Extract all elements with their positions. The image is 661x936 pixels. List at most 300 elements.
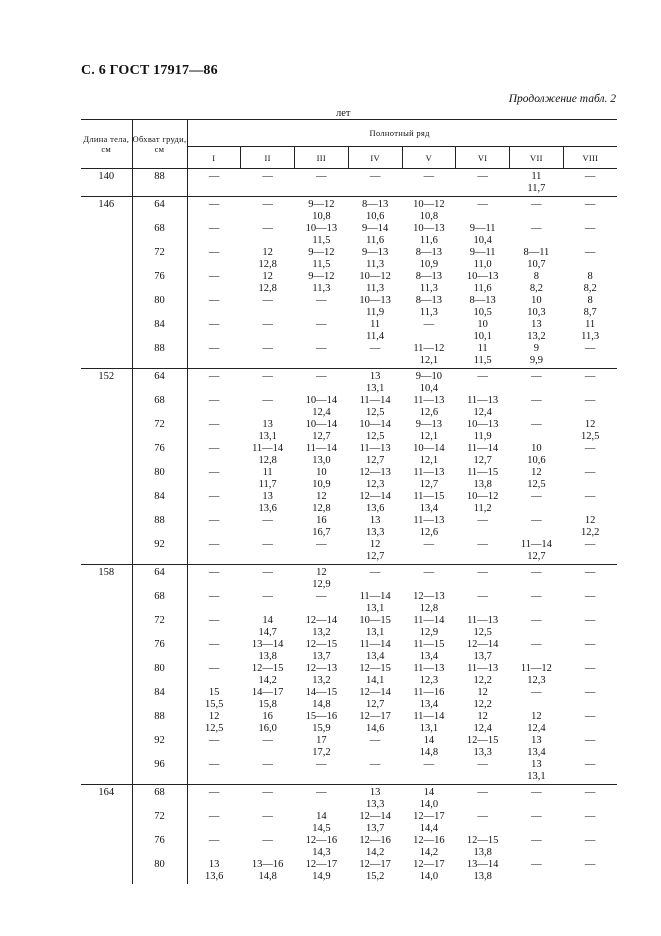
value-cell (295, 615, 349, 639)
chest-girth-cell: 80 (132, 859, 187, 884)
value-cell (241, 467, 295, 491)
value-mean: 12,8 (258, 259, 277, 270)
value-cell (402, 443, 456, 467)
value-range: — (208, 491, 220, 502)
value-cell (295, 169, 349, 197)
value-range: — (316, 539, 327, 550)
value-range: — (262, 787, 273, 798)
value-cell (563, 319, 617, 343)
value-cell (187, 343, 241, 369)
value-cell (402, 591, 456, 615)
value-range: 10—14 (305, 395, 338, 406)
table-row (81, 639, 617, 663)
value-range: — (584, 199, 596, 210)
value-range: 16 (316, 515, 327, 526)
value-range: — (208, 663, 220, 674)
value-range: 11 (477, 343, 488, 354)
length-group (81, 369, 617, 565)
value-cell (402, 515, 456, 539)
value-range: 11—13 (467, 395, 499, 406)
body-length-cell (81, 859, 132, 884)
value-mean: 14,8 (312, 699, 331, 710)
value-mean: 13,3 (365, 799, 385, 810)
value-cell (348, 639, 402, 663)
value-range: 12 (531, 467, 542, 478)
value-range: 12—14 (359, 687, 391, 698)
value-cell (563, 859, 617, 884)
value-cell (348, 591, 402, 615)
value-range: 11—13 (467, 663, 499, 674)
value-mean: 12,7 (473, 455, 492, 466)
value-range: 11—14 (359, 639, 391, 650)
value-range: 8 (533, 271, 539, 282)
chest-girth-cell: 72 (132, 615, 187, 639)
header-roman-3: III (295, 147, 349, 169)
value-cell (456, 835, 510, 859)
value-cell (241, 711, 295, 735)
value-range: — (262, 515, 273, 526)
value-mean: 12,5 (365, 407, 385, 418)
value-cell (402, 343, 456, 369)
value-mean: 10,6 (527, 455, 546, 466)
value-mean: 13,8 (473, 871, 492, 882)
value-range: — (584, 759, 596, 770)
value-cell (456, 735, 510, 759)
value-cell (563, 785, 617, 812)
value-range: — (369, 567, 381, 578)
header-roman-1: I (187, 147, 241, 169)
value-range: 10 (316, 467, 327, 478)
value-cell (241, 295, 295, 319)
body-length-cell (81, 735, 132, 759)
body-length-cell (81, 319, 132, 343)
value-mean: 12,4 (527, 723, 546, 734)
value-mean: 14,2 (419, 847, 439, 858)
value-mean: 13,2 (312, 675, 331, 686)
value-range: 13—16 (251, 859, 284, 870)
value-cell (187, 443, 241, 467)
value-cell (510, 811, 564, 835)
value-range: — (208, 371, 220, 382)
value-range: — (477, 787, 488, 798)
value-mean: 12,2 (473, 699, 492, 710)
value-cell (563, 687, 617, 711)
value-mean: 11,5 (312, 259, 331, 270)
body-length-cell (81, 515, 132, 539)
value-range: — (531, 639, 542, 650)
chest-girth-cell: 72 (132, 247, 187, 271)
chest-girth-cell: 80 (132, 663, 187, 687)
value-cell (510, 223, 564, 247)
header-fullness-series-label: Полнотный ряд (369, 128, 430, 138)
value-mean: 12,1 (419, 455, 439, 466)
value-cell (241, 197, 295, 224)
table-row (81, 811, 617, 835)
value-cell (456, 759, 510, 785)
value-cell (187, 419, 241, 443)
value-range: 11—13 (413, 515, 445, 526)
value-cell (295, 785, 349, 812)
value-cell (348, 343, 402, 369)
chest-girth-cell: 88 (132, 711, 187, 735)
chest-girth-cell: 88 (132, 515, 187, 539)
value-mean: 10,5 (473, 307, 492, 318)
value-cell (241, 369, 295, 396)
value-cell (295, 759, 349, 785)
value-mean: 15,8 (258, 699, 277, 710)
value-cell (402, 565, 456, 592)
value-range: — (584, 859, 596, 870)
value-range: — (584, 491, 596, 502)
age-unit-label: лет (336, 108, 351, 119)
value-range: — (584, 443, 596, 454)
page-header: С. 6 ГОСТ 17917—86 (81, 63, 218, 78)
table-row (81, 443, 617, 467)
value-range: — (584, 811, 596, 822)
value-mean: 12,7 (365, 455, 385, 466)
value-range: 12—13 (359, 467, 391, 478)
value-cell (402, 859, 456, 884)
value-mean: 12,4 (473, 723, 492, 734)
value-cell (295, 565, 349, 592)
value-cell (295, 419, 349, 443)
length-group (81, 785, 617, 885)
value-range: — (316, 759, 327, 770)
value-cell (348, 443, 402, 467)
value-cell (187, 639, 241, 663)
value-mean: 13,6 (365, 503, 385, 514)
value-cell (241, 271, 295, 295)
value-range: — (208, 835, 220, 846)
value-cell (402, 615, 456, 639)
value-mean: 12,7 (419, 479, 439, 490)
value-range: — (208, 567, 220, 578)
value-cell (295, 247, 349, 271)
value-range: 12 (584, 419, 596, 430)
value-cell (456, 169, 510, 197)
length-group (81, 197, 617, 369)
value-mean: 10,3 (527, 307, 546, 318)
value-cell (402, 419, 456, 443)
value-mean: 13,0 (312, 455, 331, 466)
chest-girth-cell: 96 (132, 759, 187, 785)
value-range: 10—15 (359, 615, 391, 626)
value-range: — (262, 223, 273, 234)
value-range: — (208, 343, 220, 354)
value-mean: 11,3 (366, 283, 385, 294)
value-range: 10—13 (413, 223, 445, 234)
value-cell (187, 515, 241, 539)
value-cell (241, 491, 295, 515)
value-range: 12—17 (413, 859, 445, 870)
value-range: 16 (262, 711, 273, 722)
value-mean: 11,0 (473, 259, 492, 270)
value-range: — (208, 419, 220, 430)
value-range: — (262, 171, 273, 182)
value-range: 12—15 (305, 639, 338, 650)
value-mean: 13,4 (527, 747, 546, 758)
value-range: 11—12 (413, 343, 445, 354)
table-row (81, 515, 617, 539)
value-mean: 15,5 (204, 699, 224, 710)
value-range: 14 (262, 615, 273, 626)
value-cell (348, 223, 402, 247)
value-range: — (477, 171, 488, 182)
value-cell (402, 467, 456, 491)
value-mean: 13,7 (473, 651, 492, 662)
value-range: 10—13 (466, 271, 499, 282)
value-range: — (208, 811, 220, 822)
value-cell (510, 711, 564, 735)
value-cell (348, 247, 402, 271)
value-cell (563, 395, 617, 419)
value-cell (563, 811, 617, 835)
value-range: 12 (316, 491, 327, 502)
value-mean: 14,6 (365, 723, 385, 734)
table-row (81, 711, 617, 735)
value-range: 11—14 (305, 443, 337, 454)
value-mean: 8,2 (529, 283, 543, 294)
value-cell (402, 811, 456, 835)
value-mean: 10,8 (419, 211, 439, 222)
value-cell (510, 591, 564, 615)
value-cell (187, 223, 241, 247)
value-range: — (531, 567, 542, 578)
value-cell (241, 835, 295, 859)
value-range: — (208, 319, 220, 330)
value-cell (295, 663, 349, 687)
value-range: — (316, 371, 327, 382)
value-range: 13—14 (466, 859, 499, 870)
value-mean: 13,7 (312, 651, 331, 662)
value-cell (348, 369, 402, 396)
table-row (81, 859, 617, 884)
value-mean: 13,3 (365, 527, 385, 538)
value-cell (456, 639, 510, 663)
table-row (81, 419, 617, 443)
value-cell (456, 197, 510, 224)
chest-girth-cell: 84 (132, 687, 187, 711)
value-range: 11—12 (520, 663, 552, 674)
value-range: — (584, 787, 596, 798)
value-mean: 12,8 (419, 603, 439, 614)
value-range: — (584, 343, 596, 354)
value-range: 14—15 (305, 687, 338, 698)
value-cell (510, 735, 564, 759)
value-cell (563, 467, 617, 491)
table-row (81, 319, 617, 343)
length-group (81, 169, 617, 197)
value-range: 10—12 (466, 491, 499, 502)
value-range: 15 (208, 687, 220, 698)
value-range: 9—12 (308, 247, 335, 258)
value-range: 12—16 (305, 835, 338, 846)
table-row (81, 271, 617, 295)
value-cell (187, 711, 241, 735)
value-cell (510, 859, 564, 884)
value-range: 13 (531, 735, 542, 746)
table-row (81, 835, 617, 859)
value-mean: 11,5 (312, 235, 331, 246)
value-range: 8 (587, 271, 593, 282)
value-cell (187, 615, 241, 639)
value-range: — (262, 295, 273, 306)
header-fullness-series (187, 120, 617, 147)
value-mean: 15,2 (365, 871, 385, 882)
header-roman-7: VII (510, 147, 564, 169)
value-range: — (531, 835, 542, 846)
value-cell (456, 343, 510, 369)
table-row (81, 663, 617, 687)
value-mean: 12,5 (473, 627, 492, 638)
value-cell (187, 859, 241, 884)
value-range: — (262, 811, 273, 822)
value-cell (187, 319, 241, 343)
value-cell (295, 395, 349, 419)
value-mean: 11,3 (581, 331, 600, 342)
value-range: — (208, 395, 220, 406)
value-mean: 13,4 (365, 651, 385, 662)
value-range: — (584, 567, 596, 578)
value-range: 13 (531, 759, 542, 770)
value-range: — (584, 247, 596, 258)
chest-girth-cell: 64 (132, 565, 187, 592)
value-range: — (531, 615, 542, 626)
value-mean: 12,5 (204, 723, 224, 734)
value-cell (348, 169, 402, 197)
value-cell (348, 197, 402, 224)
body-length-cell (81, 591, 132, 615)
value-range: 10—14 (413, 443, 445, 454)
value-cell (241, 859, 295, 884)
value-cell (510, 197, 564, 224)
value-range: 12—13 (305, 663, 338, 674)
value-cell (402, 247, 456, 271)
value-range: 11—14 (359, 395, 391, 406)
table-row (81, 467, 617, 491)
value-mean: 13,3 (473, 747, 492, 758)
value-cell (295, 539, 349, 565)
value-cell (348, 735, 402, 759)
value-cell (563, 711, 617, 735)
value-range: — (584, 687, 596, 698)
value-range: 12 (477, 687, 488, 698)
table-row (81, 223, 617, 247)
value-cell (241, 811, 295, 835)
value-cell (402, 271, 456, 295)
value-range: 10—13 (305, 223, 338, 234)
value-mean: 14,9 (312, 871, 331, 882)
value-range: — (531, 591, 542, 602)
value-cell (563, 759, 617, 785)
value-cell (348, 785, 402, 812)
value-range: 12 (584, 515, 596, 526)
value-cell (510, 467, 564, 491)
value-cell (348, 663, 402, 687)
value-cell (563, 835, 617, 859)
body-length-cell (81, 343, 132, 369)
value-cell (510, 785, 564, 812)
value-cell (510, 687, 564, 711)
value-cell (295, 271, 349, 295)
value-range: 11—13 (359, 443, 391, 454)
value-mean: 14,8 (419, 747, 439, 758)
value-range: — (584, 223, 596, 234)
table-row (81, 785, 617, 812)
value-range: 10 (531, 443, 542, 454)
body-length-cell: 158 (81, 565, 132, 592)
value-cell (295, 711, 349, 735)
table-header (81, 120, 617, 169)
table-row (81, 759, 617, 785)
chest-girth-cell: 68 (132, 395, 187, 419)
value-cell (187, 197, 241, 224)
value-range: 12—15 (359, 663, 391, 674)
value-mean: 10,8 (312, 211, 331, 222)
table-row (81, 343, 617, 369)
value-mean: 14,2 (258, 675, 277, 686)
value-range: — (208, 591, 220, 602)
value-range: 12—14 (305, 615, 338, 626)
value-range: 10—12 (359, 271, 391, 282)
value-range: 10—12 (413, 199, 445, 210)
value-mean: 11,6 (419, 235, 438, 246)
value-range: 12 (208, 711, 220, 722)
value-cell (402, 491, 456, 515)
value-range: — (208, 295, 220, 306)
table-row (81, 247, 617, 271)
value-range: — (208, 467, 220, 478)
value-range: — (369, 759, 381, 770)
value-mean: 11,7 (258, 479, 277, 490)
value-mean: 13,1 (258, 431, 277, 442)
value-cell (295, 197, 349, 224)
value-mean: 12,3 (527, 675, 546, 686)
value-range: 15—16 (305, 711, 338, 722)
value-mean: 12,7 (365, 699, 385, 710)
value-mean: 11,3 (419, 307, 438, 318)
value-cell (456, 419, 510, 443)
value-cell (456, 687, 510, 711)
table-row (81, 295, 617, 319)
value-range: — (584, 591, 596, 602)
value-cell (241, 419, 295, 443)
value-range: 11—14 (467, 443, 499, 454)
value-cell (348, 859, 402, 884)
value-range: 12—15 (251, 663, 284, 674)
value-cell (241, 785, 295, 812)
value-cell (295, 591, 349, 615)
value-cell (563, 197, 617, 224)
value-mean: 10,9 (419, 259, 439, 270)
value-cell (402, 197, 456, 224)
value-range: — (208, 223, 220, 234)
value-range: 10—14 (359, 419, 391, 430)
value-cell (187, 785, 241, 812)
value-mean: 11,3 (312, 283, 331, 294)
value-mean: 13,6 (258, 503, 277, 514)
value-range: 8—13 (362, 199, 389, 210)
value-range: 12—15 (466, 735, 499, 746)
value-mean: 16,0 (258, 723, 277, 734)
value-range: — (584, 615, 596, 626)
chest-girth-cell: 64 (132, 369, 187, 396)
value-cell (241, 247, 295, 271)
chest-girth-cell: 80 (132, 467, 187, 491)
value-range: 12 (316, 567, 327, 578)
value-mean: 13,8 (258, 651, 277, 662)
value-cell (241, 759, 295, 785)
